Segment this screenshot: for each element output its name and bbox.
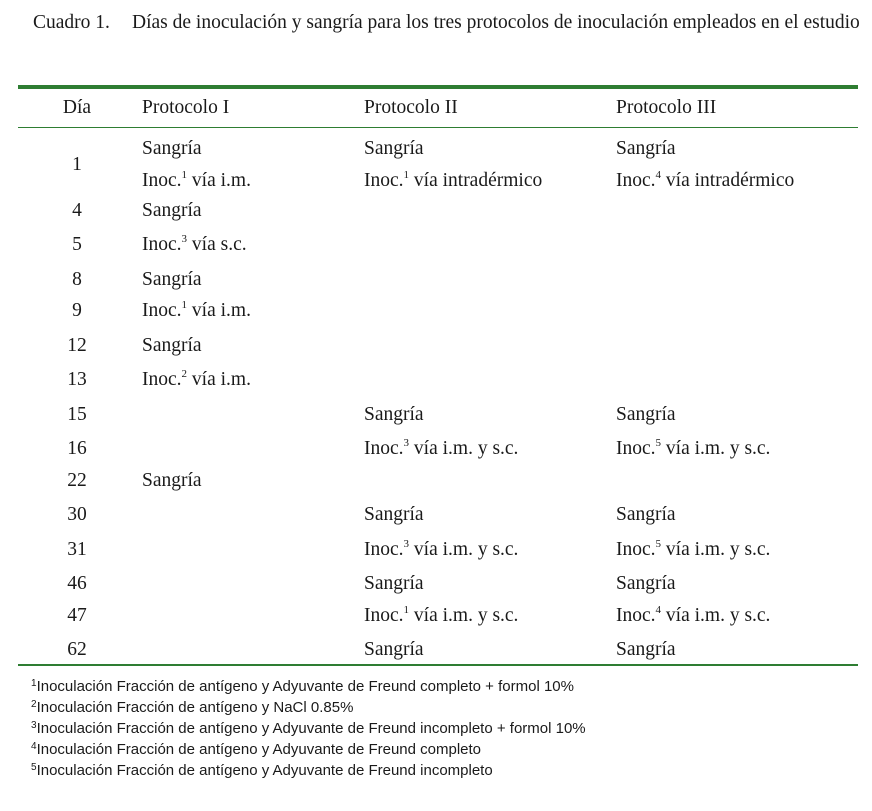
entry-route: vía intradérmico <box>409 170 543 191</box>
footnote-mark: 2 <box>31 699 37 710</box>
entry-text: Inoc. <box>142 234 182 255</box>
entry-text: Inoc. <box>616 170 656 191</box>
entry-route: vía i.m. <box>187 170 251 191</box>
entry-text: Inoc. <box>364 605 404 626</box>
protocol-entry <box>616 572 676 596</box>
entry-text: Sangría <box>364 639 424 660</box>
day-cell: 12 <box>67 335 87 356</box>
entry-route: vía i.m. <box>187 300 251 321</box>
top-rule <box>18 85 858 89</box>
footnote-ref: 1 <box>181 168 188 181</box>
footnotes <box>31 676 586 781</box>
protocol-entry <box>142 469 202 493</box>
footnote-text: Inoculación Fracción de antígeno y Adyuvante de Freund incompleto + formol 10% <box>36 720 586 737</box>
protocol-entry <box>616 638 676 662</box>
footnote <box>31 739 586 760</box>
footnote-ref: 3 <box>403 436 410 449</box>
protocol-entry <box>616 503 676 527</box>
protocol-entry <box>364 538 518 562</box>
protocol-entry <box>364 137 424 161</box>
day-cell: 4 <box>72 200 82 221</box>
entry-text: Sangría <box>616 573 676 594</box>
header-dia: Día <box>62 97 92 118</box>
footnote <box>31 718 586 739</box>
entry-text: Inoc. <box>364 170 404 191</box>
day-cell: 13 <box>67 369 87 390</box>
footnote-ref: 4 <box>655 603 662 616</box>
header-rule <box>18 127 858 128</box>
footnote-text: Inoculación Fracción de antígeno y Adyuvante de Freund incompleto <box>36 762 493 779</box>
protocol-entry <box>364 503 424 527</box>
entry-text: Inoc. <box>364 438 404 459</box>
header-protocolo-1: Protocolo I <box>142 97 230 118</box>
day-cell: 31 <box>67 539 87 560</box>
protocol-entry <box>142 368 251 392</box>
entry-text: Sangría <box>616 504 676 525</box>
footnote-mark: 4 <box>31 741 37 752</box>
entry-text: Inoc. <box>616 539 656 560</box>
protocol-entry <box>616 137 676 161</box>
protocol-entry <box>364 572 424 596</box>
footnote-ref: 1 <box>403 168 410 181</box>
entry-route: vía i.m. y s.c. <box>409 539 519 560</box>
caption-text: Días de inoculación y sangría para los tres protocolos de inoculación empleados en el estudio <box>132 12 860 33</box>
protocol-entry <box>364 437 518 461</box>
entry-text: Sangría <box>364 138 424 159</box>
day-cell: 22 <box>67 470 87 491</box>
day-cell: 16 <box>67 438 87 459</box>
entry-text: Sangría <box>142 269 202 290</box>
entry-text: Inoc. <box>364 539 404 560</box>
entry-text: Sangría <box>142 200 202 221</box>
footnote <box>31 676 586 697</box>
table-caption <box>33 10 863 35</box>
entry-text: Inoc. <box>142 170 182 191</box>
entry-route: vía i.m. <box>187 369 251 390</box>
day-cell: 15 <box>67 404 87 425</box>
protocol-entry <box>142 137 202 161</box>
day-cell: 1 <box>72 154 82 175</box>
day-cell: 5 <box>72 234 82 255</box>
entry-text: Inoc. <box>142 300 182 321</box>
footnote-ref: 3 <box>403 537 410 550</box>
protocol-entry <box>616 403 676 427</box>
entry-route: vía intradérmico <box>661 170 795 191</box>
footnote <box>31 760 586 781</box>
protocol-entry <box>364 604 518 628</box>
footnote-ref: 3 <box>181 232 188 245</box>
entry-text: Sangría <box>364 404 424 425</box>
footnote-text: Inoculación Fracción de antígeno y NaCl 0.85% <box>36 699 354 716</box>
protocol-entry <box>142 233 247 257</box>
protocol-entry <box>616 437 770 461</box>
header-protocolo-3: Protocolo III <box>616 97 717 118</box>
bottom-rule <box>18 664 858 666</box>
entry-route: vía i.m. y s.c. <box>661 539 771 560</box>
entry-text: Sangría <box>616 138 676 159</box>
entry-text: Sangría <box>364 573 424 594</box>
protocol-entry <box>616 604 770 628</box>
entry-text: Sangría <box>616 639 676 660</box>
footnote-ref: 2 <box>181 367 188 380</box>
footnote-ref: 1 <box>181 298 188 311</box>
protocol-entry <box>142 299 251 323</box>
day-cell: 47 <box>67 605 87 626</box>
day-cell: 62 <box>67 639 87 660</box>
footnote-mark: 3 <box>31 720 37 731</box>
protocol-entry <box>142 199 202 223</box>
entry-text: Sangría <box>142 138 202 159</box>
entry-route: vía i.m. y s.c. <box>409 605 519 626</box>
protocol-entry <box>364 169 542 193</box>
entry-text: Sangría <box>142 470 202 491</box>
footnote-mark: 1 <box>31 678 37 689</box>
entry-route: vía i.m. y s.c. <box>661 605 771 626</box>
footnote-ref: 4 <box>655 168 662 181</box>
protocol-entry <box>616 538 770 562</box>
entry-text: Sangría <box>616 404 676 425</box>
caption-label: Cuadro 1. <box>33 12 110 33</box>
protocol-entry <box>142 169 251 193</box>
protocol-entry <box>616 169 794 193</box>
entry-text: Inoc. <box>616 438 656 459</box>
footnote-ref: 5 <box>655 436 662 449</box>
entry-text: Inoc. <box>616 605 656 626</box>
day-cell: 46 <box>67 573 87 594</box>
footnote-ref: 1 <box>403 603 410 616</box>
day-cell: 8 <box>72 269 82 290</box>
protocol-entry <box>142 268 202 292</box>
day-cell: 30 <box>67 504 87 525</box>
protocol-entry <box>364 638 424 662</box>
footnote-mark: 5 <box>31 762 37 773</box>
protocol-entry <box>364 403 424 427</box>
entry-text: Sangría <box>142 335 202 356</box>
entry-route: vía i.m. y s.c. <box>661 438 771 459</box>
footnote-ref: 5 <box>655 537 662 550</box>
day-cell: 9 <box>72 300 82 321</box>
entry-text: Inoc. <box>142 369 182 390</box>
footnote-text: Inoculación Fracción de antígeno y Adyuvante de Freund completo + formol 10% <box>36 678 574 695</box>
entry-route: vía i.m. y s.c. <box>409 438 519 459</box>
footnote-text: Inoculación Fracción de antígeno y Adyuvante de Freund completo <box>36 741 482 758</box>
footnote <box>31 697 586 718</box>
protocol-entry <box>142 334 202 358</box>
entry-text: Sangría <box>364 504 424 525</box>
entry-route: vía s.c. <box>187 234 247 255</box>
header-protocolo-2: Protocolo II <box>364 97 458 118</box>
